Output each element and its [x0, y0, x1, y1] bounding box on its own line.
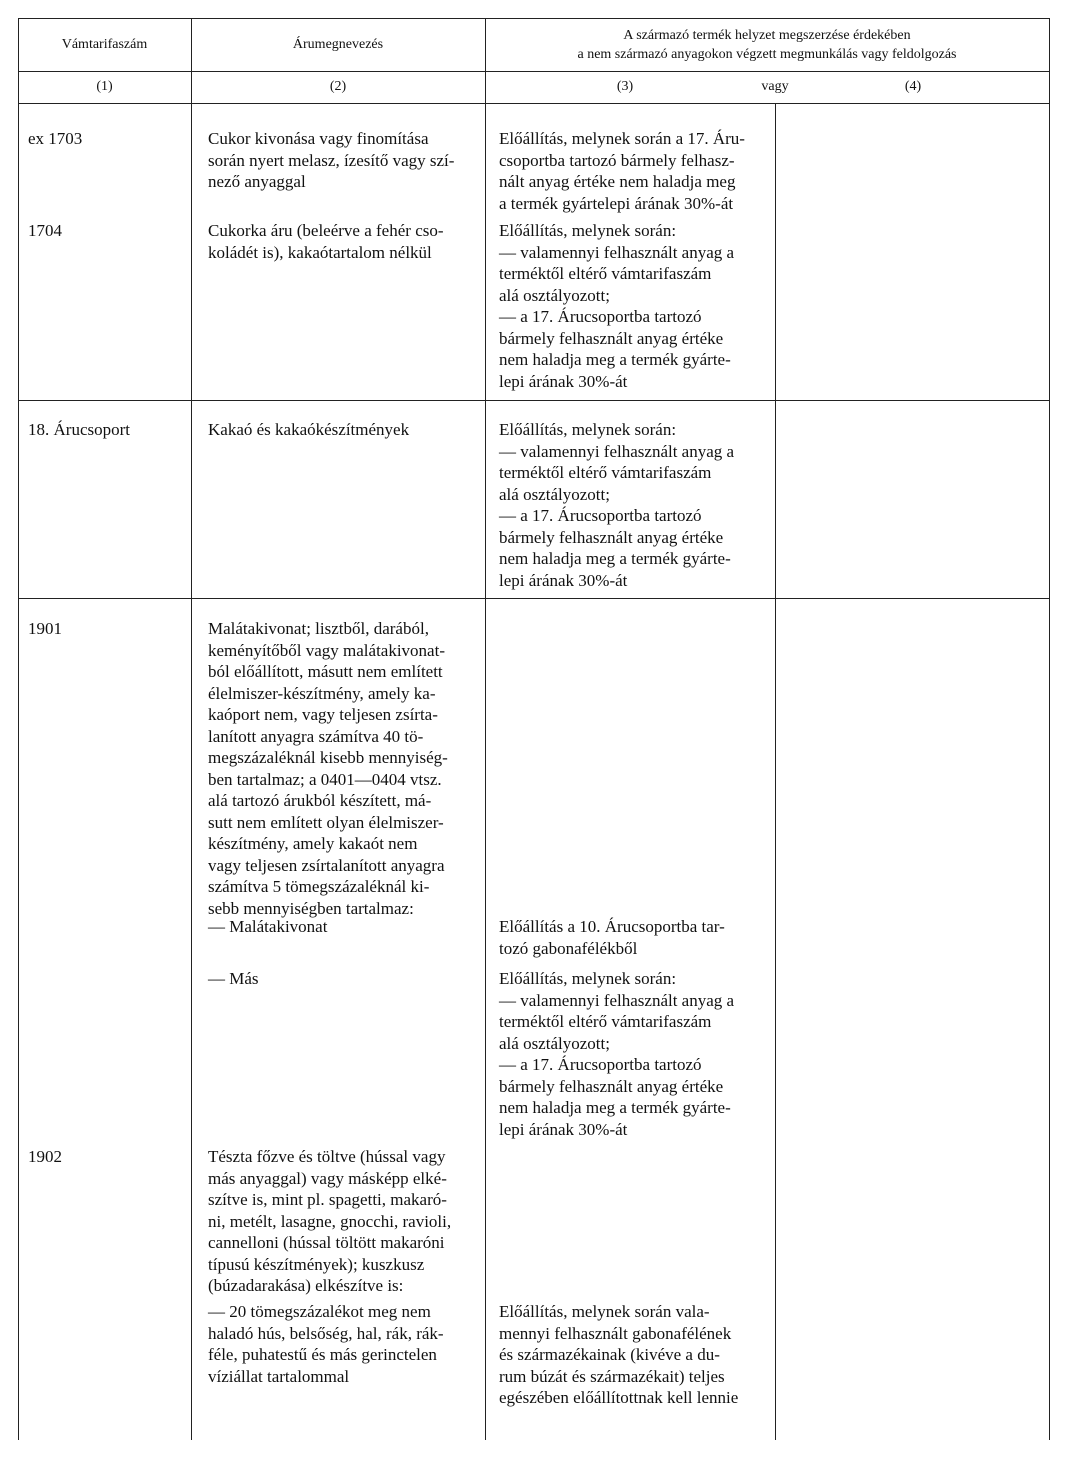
table-left-border [18, 18, 19, 1440]
product-description: Kakaó és kakaókészítmények [208, 420, 410, 439]
column-vagy-label: vagy [761, 79, 789, 94]
column-divider-1 [191, 18, 192, 1440]
processing-rule: Előállítás, melynek során: — valamennyi felhasznált anyag a terméktől eltérő vámtarifaszám alá osztályozott; — a 17. Árucsoportba tartozó bármely felhasznált anyag értéke nem haladja meg a termék gyárte- lepi árának 30%-át [499, 969, 735, 1139]
header-col1: Vámtarifaszám [61, 37, 148, 52]
tariff-code: ex 1703 [28, 129, 83, 148]
column-number-2: (2) [329, 79, 347, 94]
tariff-code: 1902 [28, 1147, 62, 1166]
tariff-code: 1704 [28, 221, 62, 240]
column-number-divider [18, 103, 1049, 104]
table-right-border [1049, 18, 1050, 1440]
processing-rule: Előállítás, melynek során vala- mennyi felhasznált gabonafélének és származékainak (kivéve a du- rum búzát és származékait) teljes egészében előállítottnak kell lennie [499, 1302, 739, 1407]
column-number-4: (4) [904, 79, 922, 94]
column-divider-3 [775, 103, 776, 1440]
sub-item-description: — Malátakivonat [208, 917, 328, 936]
processing-rule: Előállítás a 10. Árucsoportba tar- tozó gabonafélékből [499, 917, 725, 958]
row-divider [18, 400, 1049, 401]
product-description: Cukor kivonása vagy finomítása során nyert melasz, ízesítő vagy szí- nező anyaggal [208, 129, 455, 191]
header-divider [18, 71, 1049, 72]
product-description: Cukorka áru (beleérve a fehér cso- koládét is), kakaótartalom nélkül [208, 221, 444, 262]
header-col34-line2: a nem származó anyagokon végzett megmunkálás vagy feldolgozás [577, 47, 957, 62]
sub-item-description: — 20 tömegszázalékot meg nem haladó hús, belsőség, hal, rák, rák- féle, puhatestű és más gerinctelen víziállat tartalommal [208, 1302, 444, 1386]
processing-rule: Előállítás, melynek során: — valamennyi felhasznált anyag a terméktől eltérő vámtarifaszám alá osztályozott; — a 17. Árucsoportba tartozó bármely felhasznált anyag értéke nem haladja meg a termék gyárte- lepi árának 30%-át [499, 420, 735, 590]
processing-rule: Előállítás, melynek során: — valamennyi felhasznált anyag a terméktől eltérő vámtarifaszám alá osztályozott; — a 17. Árucsoportba tartozó bármely felhasznált anyag értéke nem haladja meg a termék gyárte- lepi árának 30%-át [499, 221, 735, 391]
sub-item-description: — Más [208, 969, 259, 988]
product-description: Malátakivonat; lisztből, darából, keményítőből vagy malátakivonat- ból előállított, másutt nem említett élelmiszer-készítmény, amely ka- kaóport nem, vagy teljesen zsírta- lanított anyagra számítva 40 tö- megszázaléknál kisebb mennyiség- ben tartalmaz; a 0401—0404 vtsz. alá tartozó árukból készített, má- sutt nem említett olyan élelmiszer- készítmény, amely kakaót nem vagy teljesen zsírtalanított anyagra számítva 5 tömegszázaléknál ki- sebb mennyiségben tartalmaz: [208, 619, 448, 918]
header-col34-line1: A származó termék helyzet megszerzése érdekében [623, 28, 911, 43]
header-col2: Árumegnevezés [292, 37, 384, 52]
column-divider-2 [485, 18, 486, 1440]
tariff-code: 1901 [28, 619, 62, 638]
table-top-border [18, 18, 1049, 19]
row-divider [18, 598, 1049, 599]
column-number-3: (3) [616, 79, 634, 94]
product-description: Tészta főzve és töltve (hússal vagy más anyaggal) vagy másképp elké- szítve is, mint pl. spagetti, makaró- ni, metélt, lasagne, gnocchi, ravioli, cannelloni (hússal töltött makaróni típusú készítmények); kuszkusz (búzadarakása) elkészítve is: [208, 1147, 452, 1295]
tariff-code: 18. Árucsoport [28, 420, 130, 439]
column-number-1: (1) [96, 79, 113, 94]
processing-rule: Előállítás, melynek során a 17. Áru- csoportba tartozó bármely felhasz- nált anyag értéke nem haladja meg a termék gyártelepi árának 30%-át [499, 129, 745, 213]
